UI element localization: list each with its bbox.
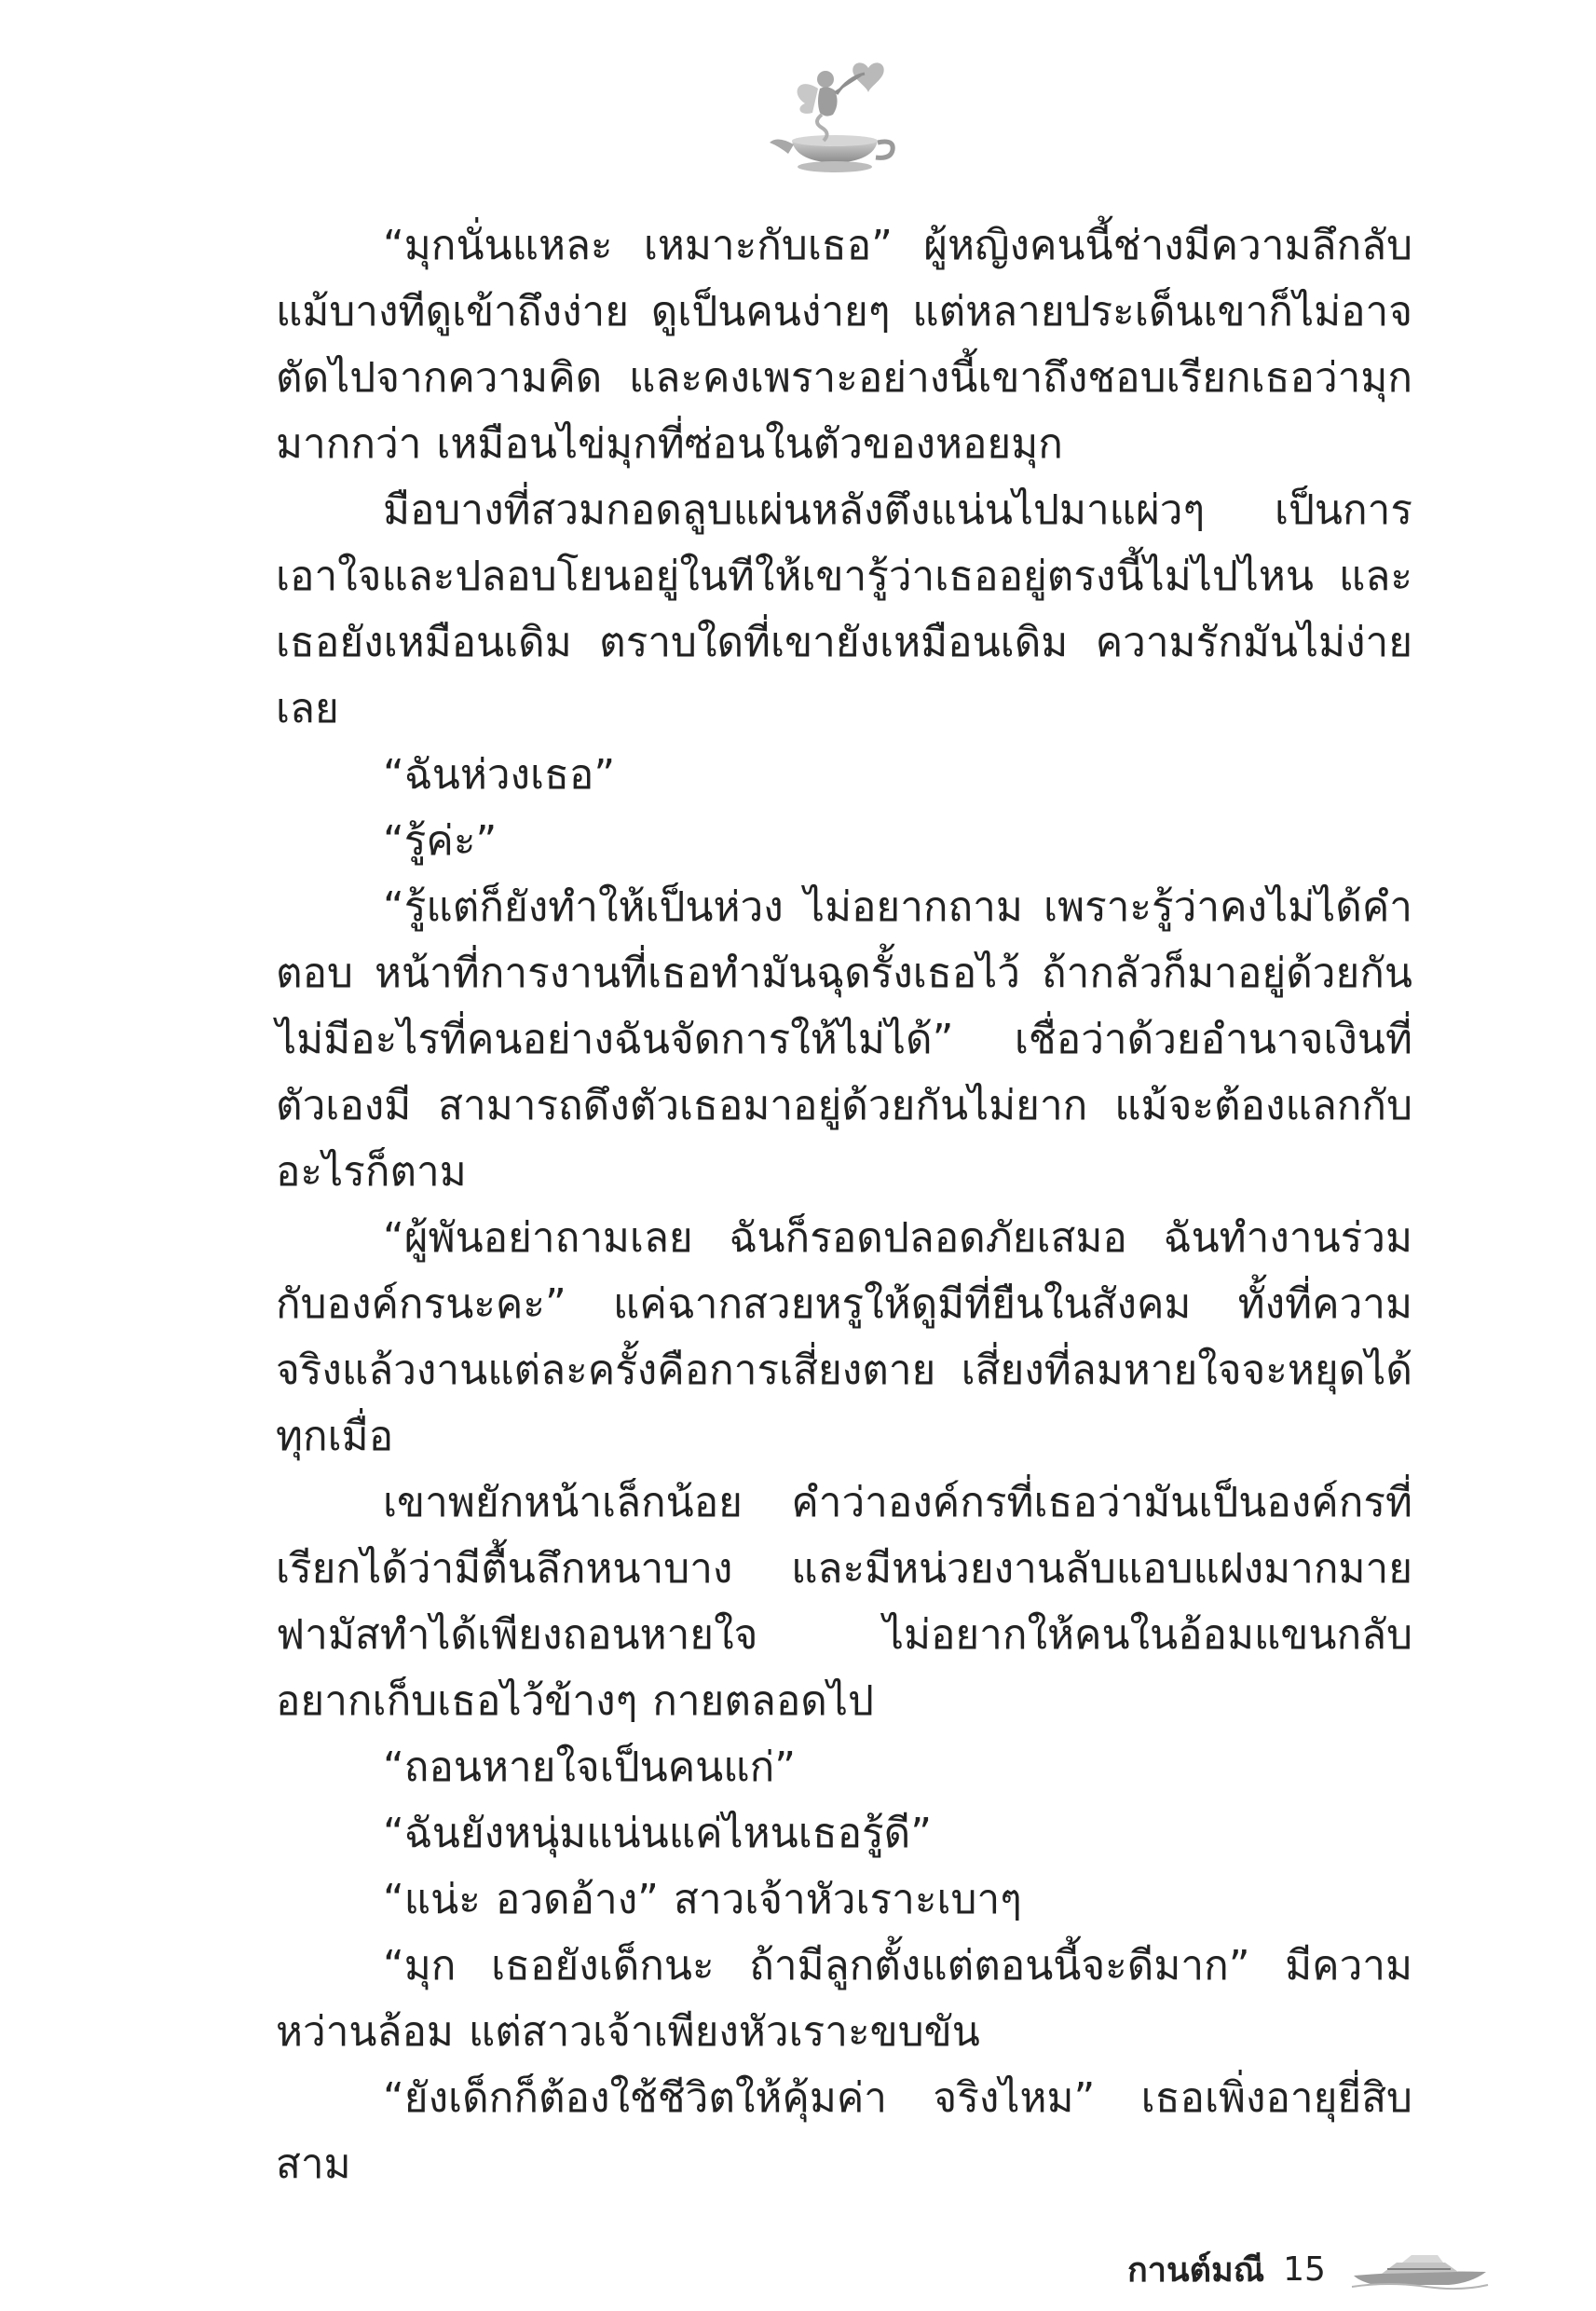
page-number: 15 xyxy=(1283,2249,1326,2289)
paragraph: “ผู้พันอย่าถามเลย ฉันก็รอดปลอดภัยเสมอ ฉันทำงานร่วมกับองค์กรนะคะ” แค่ฉากสวยหรูให้ดูมีที่ยืนในสังคม ทั้งที่ความจริงแล้วงานแต่ละครั้งคือการเสี่ยงตาย เสี่ยงที่ลมหายใจจะหยุดได้ทุกเมื่อ xyxy=(276,1214,1412,1460)
paragraph: “ฉันยังหนุ่มแน่นแค่ไหนเธอรู้ดี” xyxy=(383,1810,933,1857)
body-text xyxy=(276,212,1412,2197)
paragraph: มือบางที่สวมกอดลูบแผ่นหลังตึงแน่นไปมาแผ่วๆ เป็นการเอาใจและปลอบโยนอยู่ในทีให้เขารู้ว่าเธออยู่ตรงนี้ไม่ไปไหน และเธอยังเหมือนเดิม ตราบใดที่เขายังเหมือนเดิม ความรักมันไม่ง่ายเลย xyxy=(276,486,1412,732)
paragraph: เขาพยักหน้าเล็กน้อย คำว่าองค์กรที่เธอว่ามันเป็นองค์กรที่เรียกได้ว่ามีตื้นลึกหนาบาง และมีหน่วยงานลับแอบแฝงมากมาย ฟามัสทำได้เพียงถอนหายใจ ไม่อยากให้คนในอ้อมแขนกลับ อยากเก็บเธอไว้ข้างๆ กายตลอดไป xyxy=(276,1479,1412,1725)
yacht-ornament-icon xyxy=(1350,2246,1490,2292)
paragraph: “รู้ค่ะ” xyxy=(383,817,498,865)
page-footer xyxy=(1127,2241,1490,2297)
paragraph: “มุกนั่นแหละ เหมาะกับเธอ” ผู้หญิงคนนี้ช่างมีความลึกลับ แม้บางทีดูเข้าถึงง่าย ดูเป็นคนง่ายๆ แต่หลายประเด็นเขาก็ไม่อาจตัดไปจากความคิด และคงเพราะอย่างนี้เขาถึงชอบเรียกเธอว่ามุก มากกว่า เหมือนไข่มุกที่ซ่อนในตัวของหอยมุก xyxy=(276,222,1412,468)
paragraph: “ยังเด็กก็ต้องใช้ชีวิตให้คุ้มค่า จริงไหม” เธอเพิ่งอายุยี่สิบสาม xyxy=(276,2074,1412,2188)
paragraph: “รู้แต่ก็ยังทำให้เป็นห่วง ไม่อยากถาม เพราะรู้ว่าคงไม่ได้คำตอบ หน้าที่การงานที่เธอทำมันฉุดรั้งเธอไว้ ถ้ากลัวก็มาอยู่ด้วยกัน ไม่มีอะไรที่คนอย่างฉันจัดการให้ไม่ได้” เชื่อว่าด้วยอำนาจเงินที่ตัวเองมี สามารถดึงตัวเธอมาอยู่ด้วยกันไม่ยาก แม้จะต้องแลกกับอะไรก็ตาม xyxy=(276,883,1412,1196)
book-title: กานต์มณี xyxy=(1127,2250,1265,2290)
paragraph: “แน่ะ อวดอ้าง” สาวเจ้าหัวเราะเบาๆ xyxy=(383,1876,1022,1923)
paragraph: “มุก เธอยังเด็กนะ ถ้ามีลูกตั้งแต่ตอนนี้จะดีมาก” มีความหว่านล้อม แต่สาวเจ้าเพียงหัวเราะขบขัน xyxy=(276,1942,1412,2056)
paragraph: “ถอนหายใจเป็นคนแก่” xyxy=(383,1744,797,1791)
cupid-teacup-ornament-icon xyxy=(764,51,904,177)
paragraph: “ฉันห่วงเธอ” xyxy=(383,751,616,799)
